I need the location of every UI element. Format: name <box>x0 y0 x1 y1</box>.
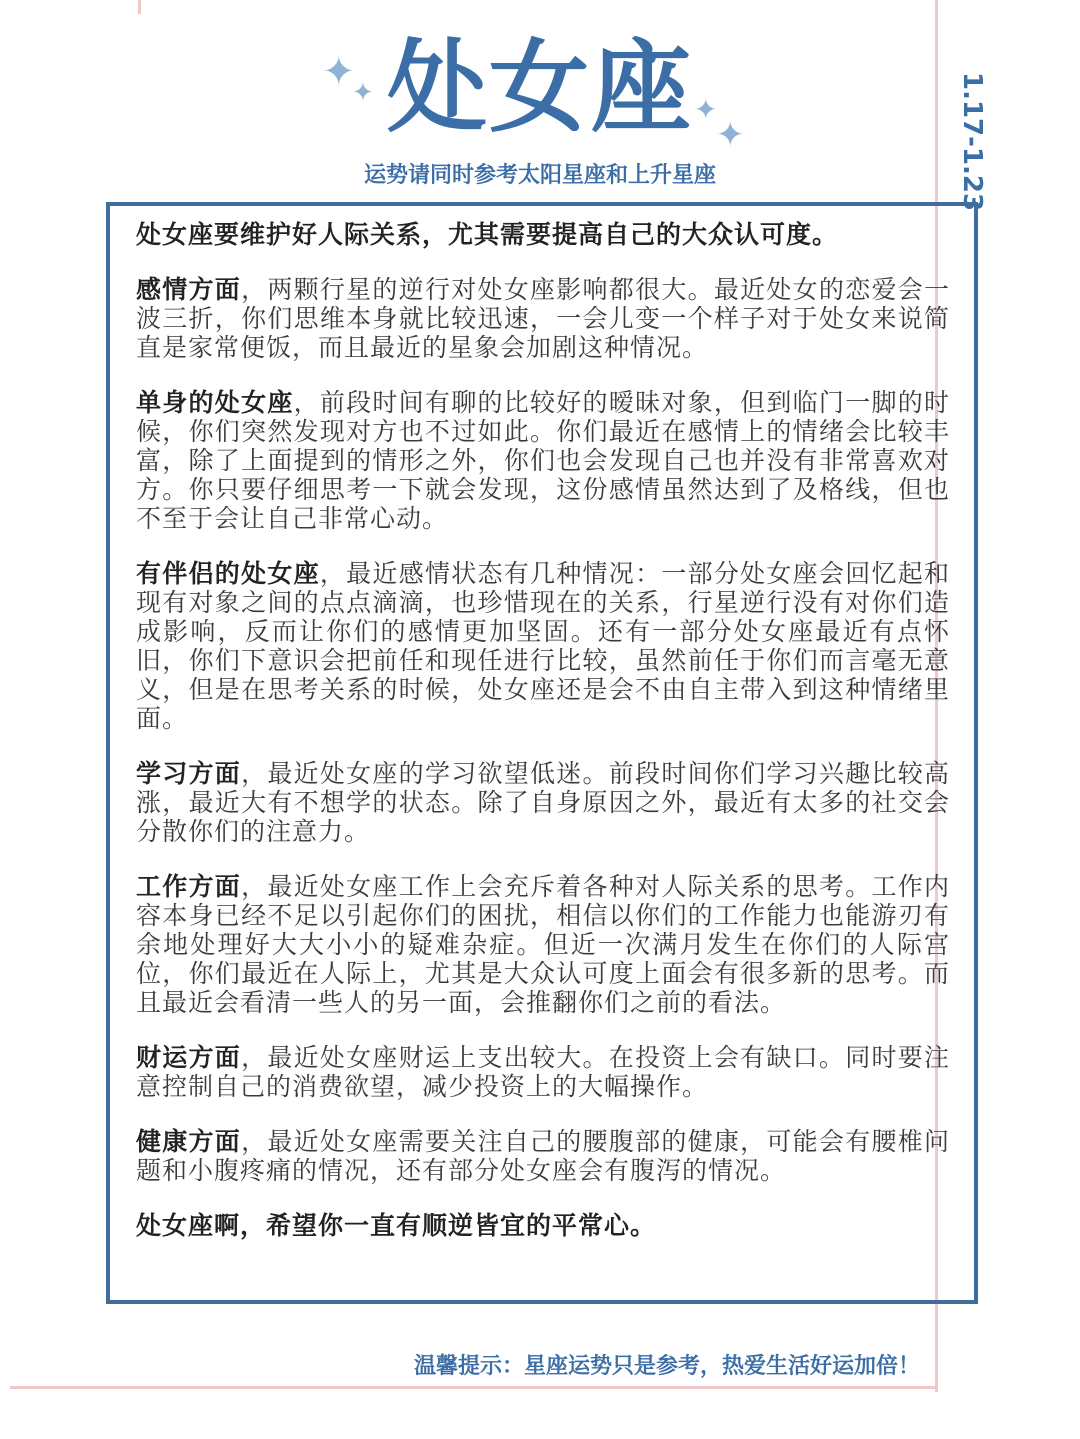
paragraph-lead: 单身的处女座 <box>136 388 294 417</box>
paragraph-health <box>136 1127 950 1185</box>
sparkle-icon: ✦ <box>694 93 718 126</box>
paragraph-text: ，最近感情状态有几种情况：一部分处女座会回忆起和现有对象之间的点点滴滴，也珍惜现在的关系，行星逆行没有对你们造成影响，反而让你们的感情更加坚固。还有一部分处女座最近有点怀旧，你们下意识会把前任和现任进行比较，虽然前任于你们而言毫无意义，但是在思考关系的时候，处女座还是会不由自主带入到这种情绪里面。 <box>136 559 950 733</box>
paragraph-text: ，最近处女座工作上会充斥着各种对人际关系的思考。工作内容本身已经不足以引起你们的困扰，相信以你们的工作能力也能游刃有余地处理好大大小小的疑难杂症。但近一次满月发生在你们的人际宫位，你们最近在人际上，尤其是大众认可度上面会有很多新的思考。而且最近会看清一些人的另一面，会推翻你们之前的看法。 <box>136 872 950 1017</box>
paragraph-lead: 健康方面 <box>136 1127 242 1156</box>
paragraph-work <box>136 872 950 1017</box>
paragraph-partnered <box>136 559 950 733</box>
paragraph-finance <box>136 1043 950 1101</box>
paragraph-lead: 工作方面 <box>136 872 242 901</box>
date-range: 1.17-1.23 <box>957 72 987 212</box>
closing-line: 处女座啊，希望你一直有顺逆皆宜的平常心。 <box>136 1211 657 1240</box>
decorative-tick <box>138 0 141 14</box>
sparkle-icon: ✦ <box>716 115 745 155</box>
paragraph-text: ，最近处女座财运上支出较大。在投资上会有缺口。同时要注意控制自己的消费欲望，减少投资上的大幅操作。 <box>136 1043 950 1101</box>
footer-tip: 温馨提示：星座运势只是参考，热爱生活好运加倍！ <box>413 1354 920 1379</box>
sparkle-icon: ✦ <box>352 78 374 108</box>
page-subtitle: 运势请同时参考太阳星座和上升星座 <box>363 163 716 188</box>
paragraph-single <box>136 388 950 533</box>
paragraph-study <box>136 759 950 846</box>
paragraph-text: ，最近处女座需要关注自己的腰腹部的健康，可能会有腰椎问题和小腹疼痛的情况，还有部分处女座会有腹泻的情况。 <box>136 1127 950 1185</box>
paragraph-text: ，最近处女座的学习欲望低迷。前段时间你们学习兴趣比较高涨，最近大有不想学的状态。除了自身原因之外，最近有太多的社交会分散你们的注意力。 <box>136 759 950 846</box>
pink-border-horizontal <box>10 1386 938 1389</box>
horoscope-content-box <box>106 202 978 1304</box>
sparkle-icon: ✦ <box>322 49 356 95</box>
paragraph-lead: 财运方面 <box>136 1043 242 1072</box>
paragraph-love <box>136 275 950 362</box>
paragraph-text: ，两颗行星的逆行对处女座影响都很大。最近处女的恋爱会一波三折，你们思维本身就比较迅速，一会儿变一个样子对于处女来说简直是家常便饭，而且最近的星象会加剧这种情况。 <box>136 275 950 362</box>
page-title: 处女座 <box>387 29 693 146</box>
paragraph-lead: 学习方面 <box>136 759 242 788</box>
intro-line: 处女座要维护好人际关系，尤其需要提高自己的大众认可度。 <box>136 220 839 249</box>
paragraph-lead: 有伴侣的处女座 <box>136 559 320 588</box>
paragraph-text: ，前段时间有聊的比较好的暧昧对象，但到临门一脚的时候，你们突然发现对方也不过如此。你们最近在感情上的情绪会比较丰富，除了上面提到的情形之外，你们也会发现自己也并没有非常喜欢对方。你只要仔细思考一下就会发现，这份感情虽然达到了及格线，但也不至于会让自己非常心动。 <box>136 388 950 533</box>
paragraph-lead: 感情方面 <box>136 275 242 304</box>
